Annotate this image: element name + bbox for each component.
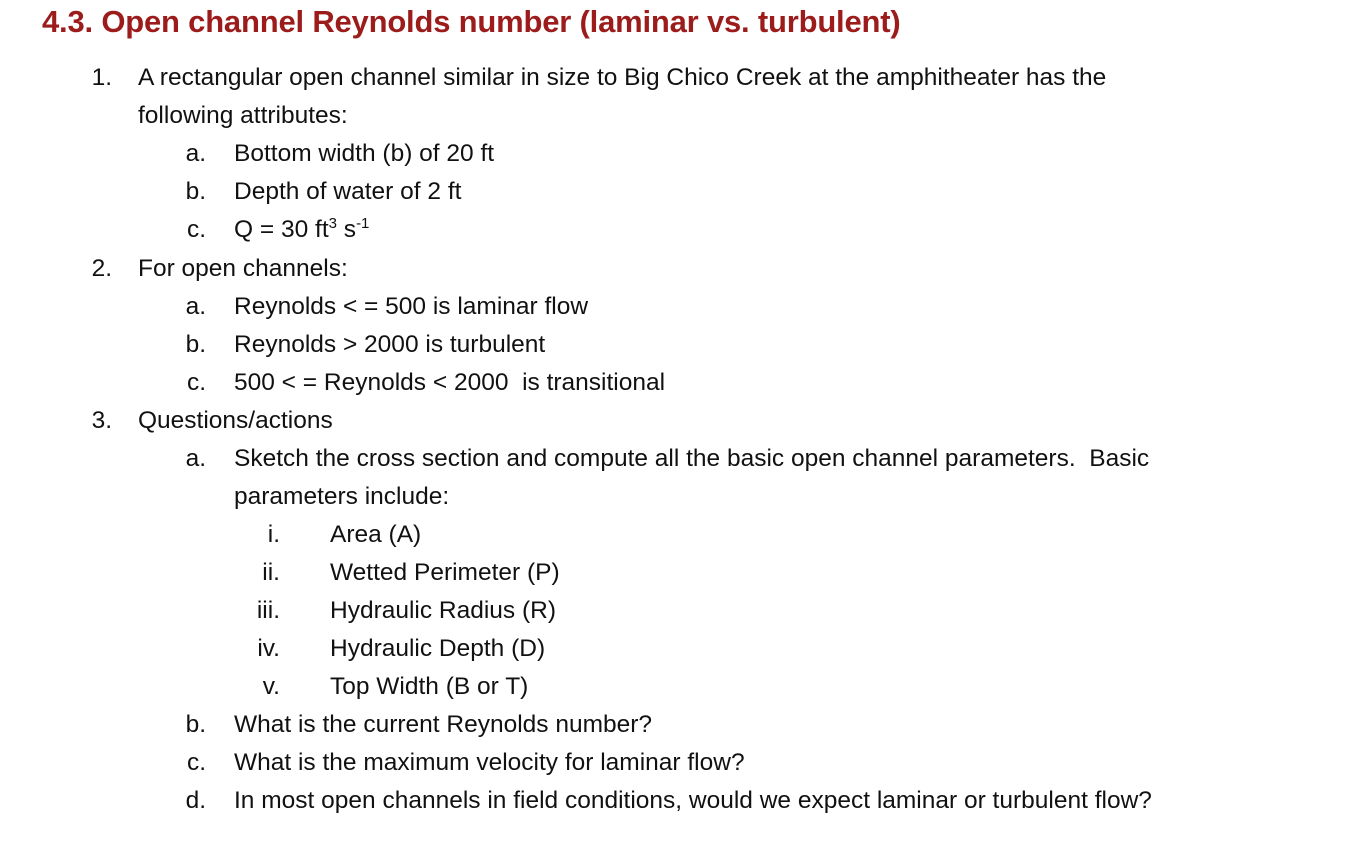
formula-text: Q = 30 ft xyxy=(234,216,329,243)
list-item-text: following attributes: xyxy=(138,102,348,129)
sub-marker: a. xyxy=(185,293,206,320)
formula-unit: s xyxy=(337,216,357,243)
sub-item-text: Depth of water of 2 ft xyxy=(234,178,462,205)
list-marker: 3. xyxy=(91,407,112,434)
roman-item-text: Hydraulic Depth (D) xyxy=(330,635,546,662)
roman-marker: iii. xyxy=(256,597,280,624)
sub-item-text: 500 < = Reynolds < 2000 is transitional xyxy=(234,369,666,396)
sub-item-text: Bottom width (b) of 20 ft xyxy=(234,140,495,167)
list-marker: 1. xyxy=(91,64,112,91)
roman-marker: iv. xyxy=(257,635,280,662)
sub-marker: c. xyxy=(186,749,206,776)
sub-marker: a. xyxy=(185,445,206,472)
formula-exponent: 3 xyxy=(328,215,337,232)
roman-item-text: Top Width (B or T) xyxy=(330,673,529,700)
discharge-formula xyxy=(234,215,369,245)
sub-marker: c. xyxy=(186,369,206,396)
sub-item-text: In most open channels in field conditions, would we expect laminar or turbulent flow? xyxy=(234,787,1152,814)
list-item-text: Questions/actions xyxy=(138,407,333,434)
sub-marker: b. xyxy=(185,331,206,358)
sub-item-text: Reynolds < = 500 is laminar flow xyxy=(234,293,589,320)
list-item-text: For open channels: xyxy=(138,255,348,282)
sub-marker: c. xyxy=(186,216,206,243)
sub-marker: b. xyxy=(185,178,206,205)
roman-marker: ii. xyxy=(262,559,280,586)
sub-item-text: parameters include: xyxy=(234,483,450,510)
section-title: 4.3. Open channel Reynolds number (laminar vs. turbulent) xyxy=(42,4,901,39)
sub-item-text: Reynolds > 2000 is turbulent xyxy=(234,331,546,358)
roman-item-text: Area (A) xyxy=(330,521,422,548)
roman-marker: i. xyxy=(267,521,280,548)
sub-marker: d. xyxy=(185,787,206,814)
sub-item-text: What is the maximum velocity for laminar flow? xyxy=(234,749,745,776)
sub-item-text: What is the current Reynolds number? xyxy=(234,711,653,738)
roman-item-text: Wetted Perimeter (P) xyxy=(330,559,560,586)
roman-marker: v. xyxy=(262,673,280,700)
sub-item-text: Sketch the cross section and compute all the basic open channel parameters. Basic xyxy=(234,445,1150,472)
list-item-text: A rectangular open channel similar in size to Big Chico Creek at the amphitheater has the xyxy=(138,64,1107,91)
sub-marker: b. xyxy=(185,711,206,738)
roman-item-text: Hydraulic Radius (R) xyxy=(330,597,557,624)
sub-marker: a. xyxy=(185,140,206,167)
formula-exponent: -1 xyxy=(356,215,370,232)
list-marker: 2. xyxy=(91,255,112,282)
